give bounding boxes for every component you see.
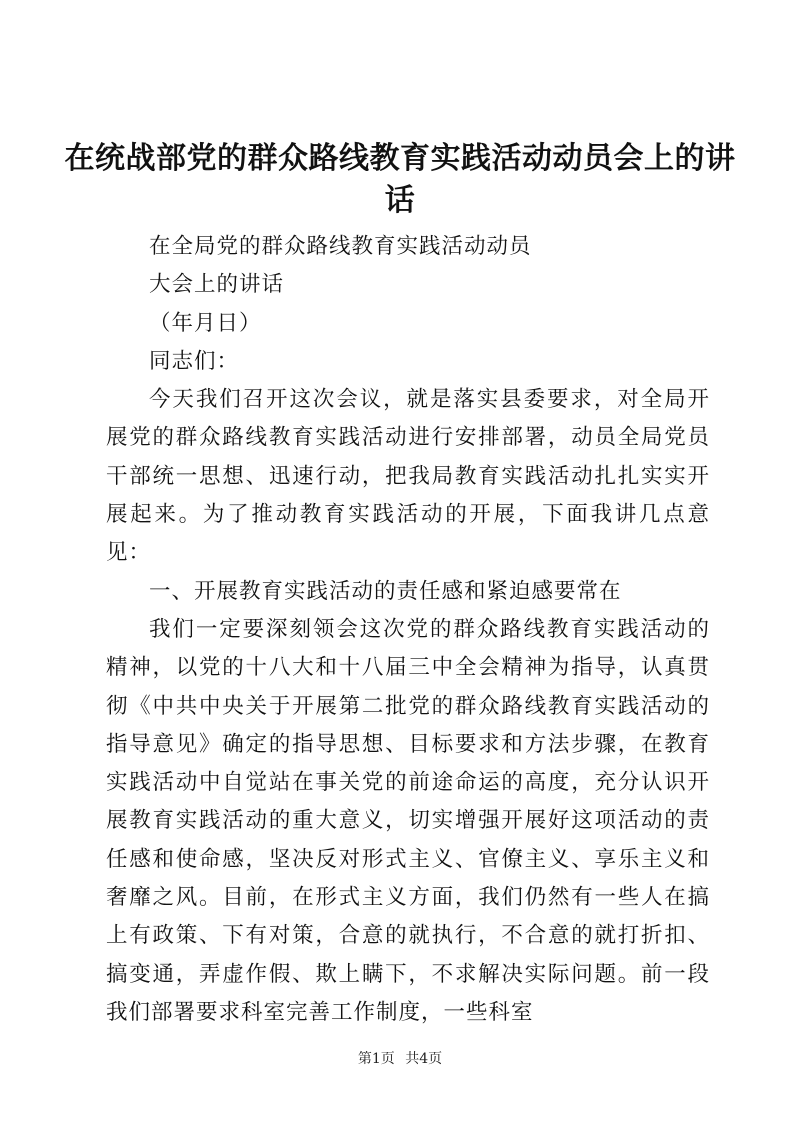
paragraph-salutation: 同志们： xyxy=(149,348,240,374)
paragraph-date: （年月日） xyxy=(149,310,262,336)
page-number: 第1页 xyxy=(357,1051,395,1067)
page-total: 共4页 xyxy=(405,1051,443,1067)
paragraph-subtitle-line-2: 大会上的讲话 xyxy=(149,272,285,298)
document-title: 在统战部党的群众路线教育实践活动动员会上的讲话 xyxy=(64,141,736,218)
paragraph-section-1-body: 我们一定要深刻领会这次党的群众路线教育实践活动的精神，以党的十八大和十八届三中全会精神为指导，认真贯彻《中共中央关于开展第二批党的群众路线教育实践活动的指导意见》确定的指导思想、目标要求和方法步骤，在教育实践活动中自觉站在事关党的前途命运的高度，充分认识开展教育实践活动的重大意义，切实增强开展好这项活动的责任感和使命感，坚决反对形式主义、官僚主义、享乐主义和奢靡之风。目前，在形式主义方面，我们仍然有一些人在搞上有政策、下有对策，合意的就执行，不合意的就打折扣、搞变通，弄虚作假、欺上瞒下，不求解决实际问题。前一段我们部署要求科室完善工作制度，一些科室 xyxy=(106,616,710,1025)
paragraph-intro: 今天我们召开这次会议，就是落实县委要求，对全局开展党的群众路线教育实践活动进行安排部署，动员全局党员干部统一思想、迅速行动，把我局教育实践活动扎扎实实开展起来。为了推动教育实践活动的开展，下面我讲几点意见： xyxy=(106,387,710,566)
page-footer xyxy=(0,1050,800,1068)
document-body xyxy=(106,228,710,1032)
section-heading-1: 一、开展教育实践活动的责任感和紧迫感要常在 xyxy=(149,578,622,604)
paragraph-subtitle-line-1: 在全局党的群众路线教育实践活动动员 xyxy=(149,234,532,259)
